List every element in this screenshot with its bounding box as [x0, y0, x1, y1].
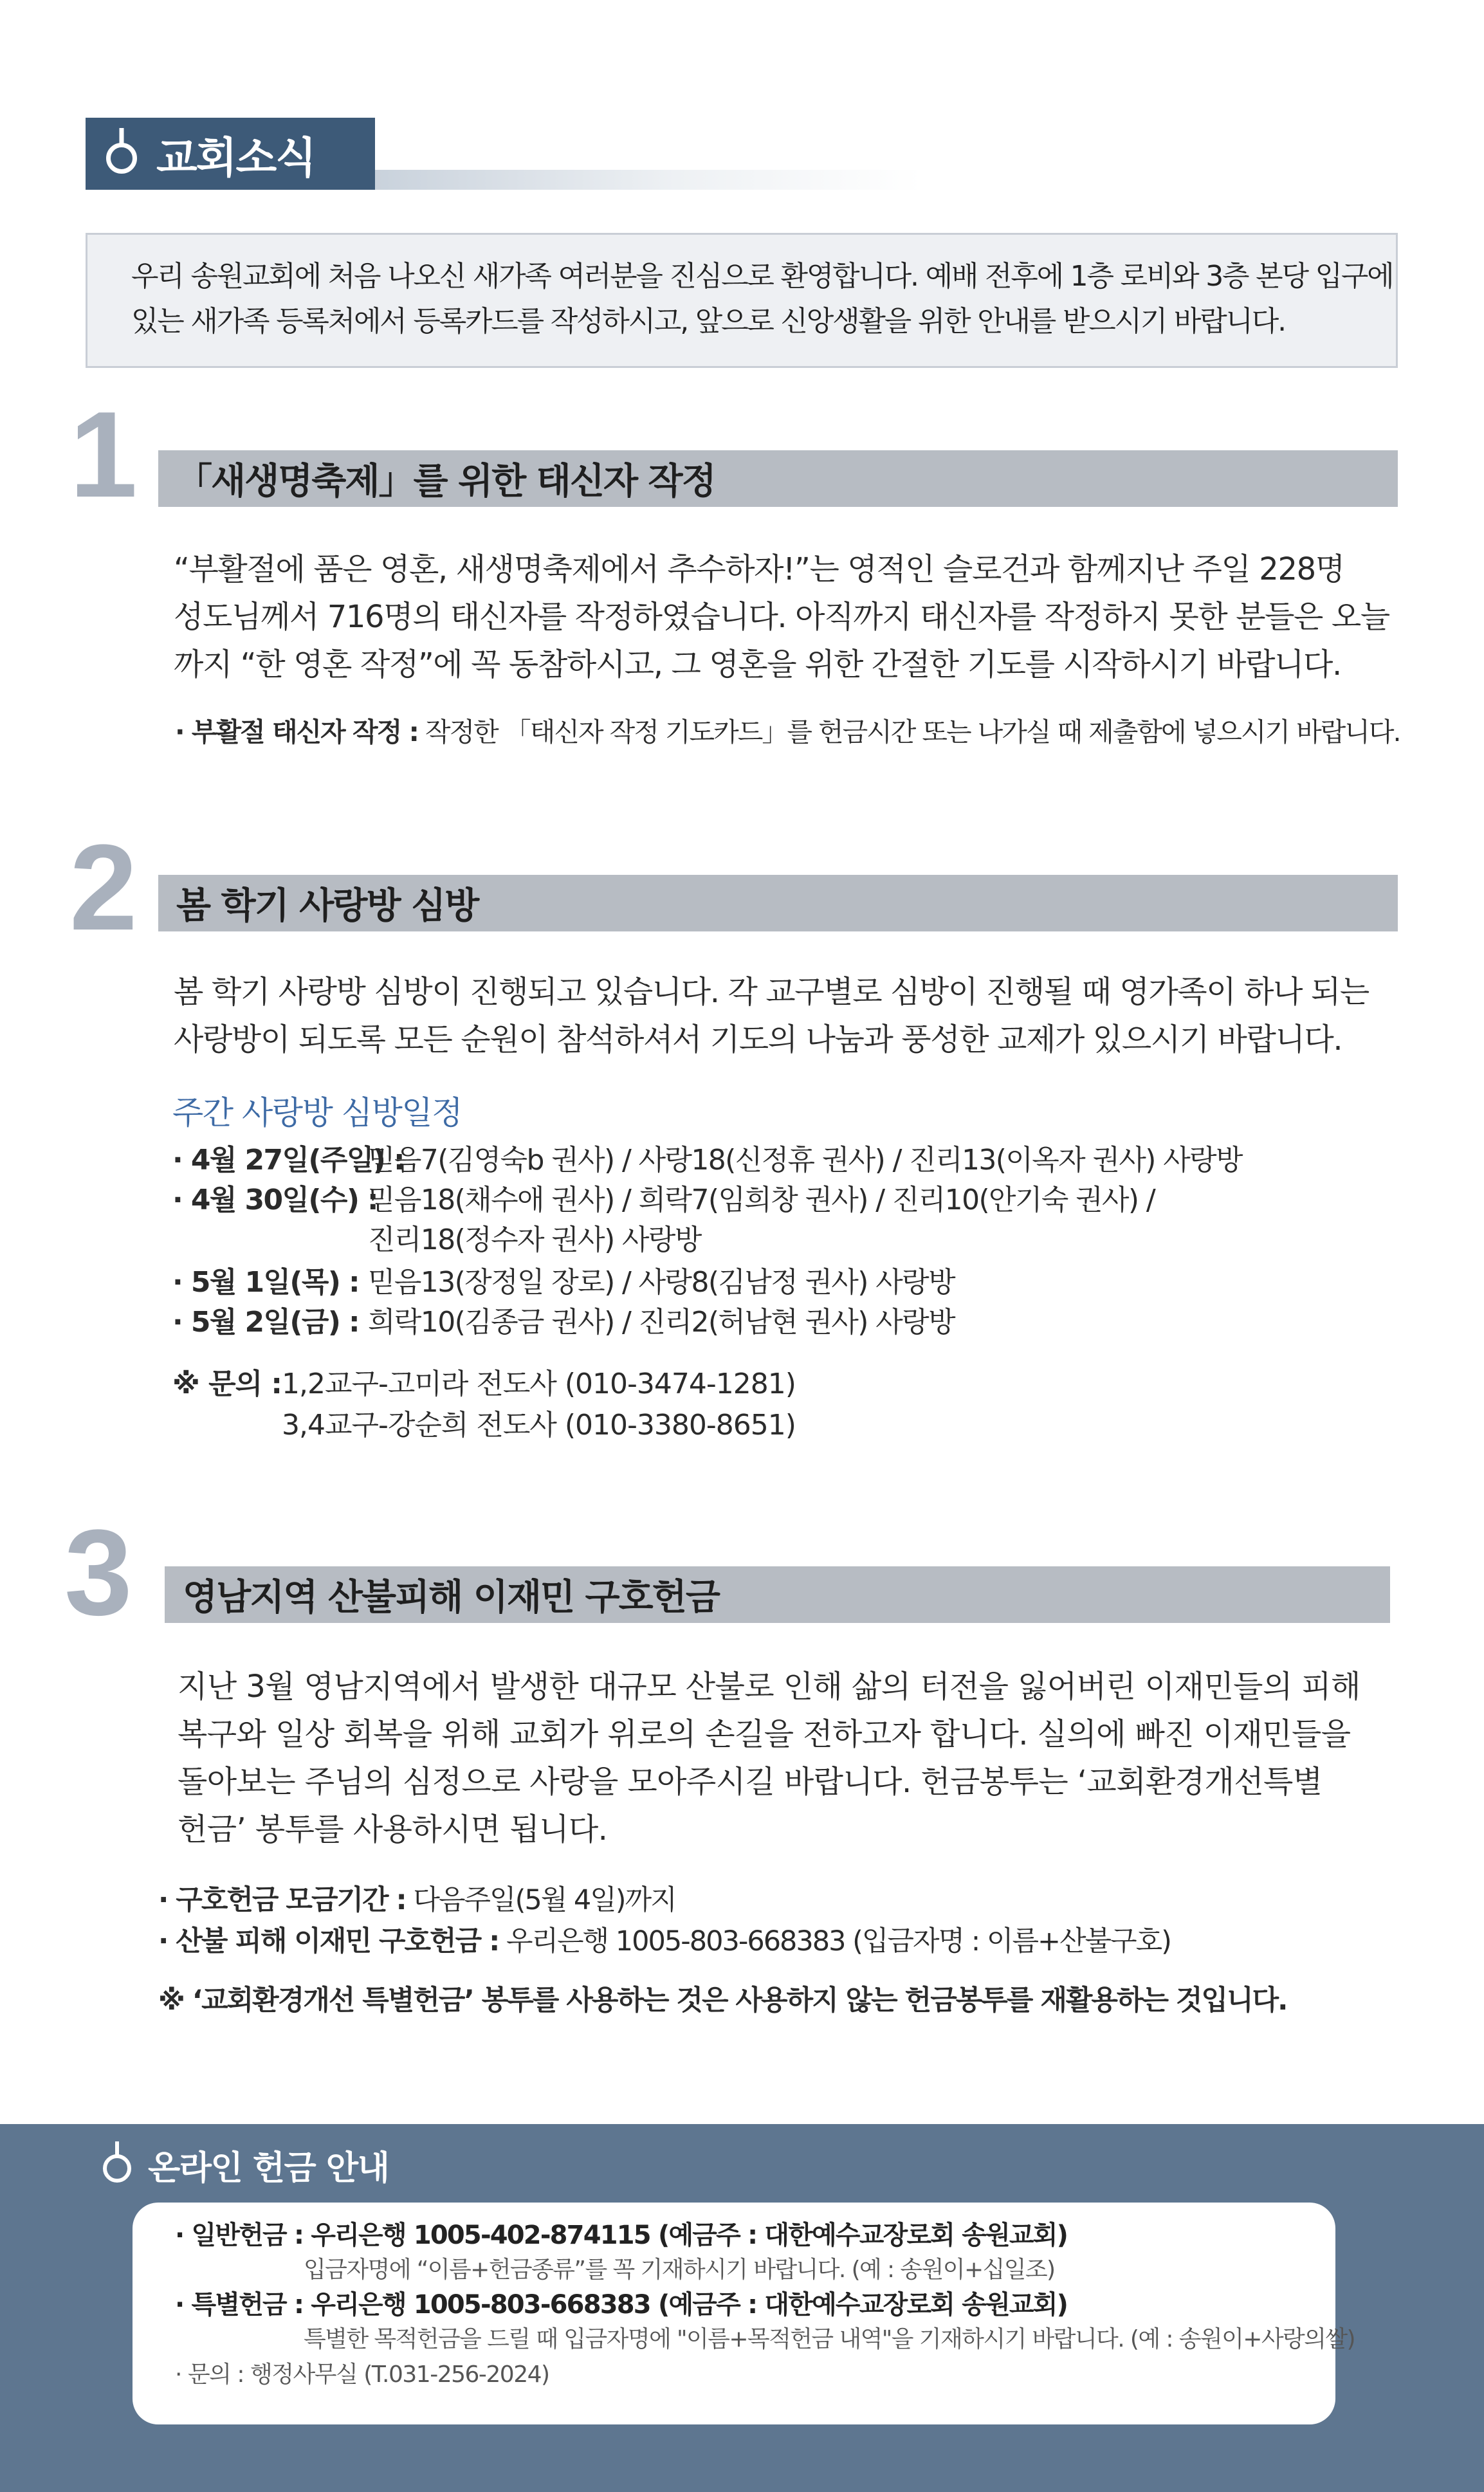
- schedule-text: 희락10(김종금 권사) / 진리2(허남현 권사) 사랑방: [368, 1306, 955, 1339]
- body-line: 봄 학기 사랑방 심방이 진행되고 있습니다. 각 교구별로 심방이 진행될 때 영가족이 하나 되는: [174, 974, 1369, 1010]
- section-footnote: ※ ‘교회환경개선 특별헌금’ 봉투를 사용하는 것은 사용하지 않는 헌금봉투를 재활용하는 것입니다.: [158, 1984, 1287, 2017]
- section-number: 2: [69, 820, 138, 956]
- section-body: [178, 1663, 1360, 1853]
- ring-icon: [103, 2154, 131, 2183]
- footer-header: [103, 2141, 389, 2189]
- contact-info: · 문의 : 행정사무실 (T.031-256-2024): [175, 2361, 549, 2388]
- schedule-row: [172, 1303, 955, 1342]
- section-body: [174, 968, 1369, 1063]
- body-line: 사랑방이 되도록 모든 순원이 참석하셔서 기도의 나눔과 풍성한 교제가 있으시기 바랍니다.: [174, 1022, 1342, 1058]
- schedule-text: 믿음13(장정일 장로) / 사랑8(김남정 권사) 사랑방: [368, 1266, 955, 1299]
- welcome-box: [86, 233, 1398, 368]
- welcome-line: 우리 송원교회에 처음 나오신 새가족 여러분을 진심으로 환영합니다. 예배 전후에 1층 로비와 3층 본당 입구에: [131, 260, 1393, 293]
- body-line: 복구와 일상 회복을 위해 교회가 위로의 손길을 전하고자 합니다. 실의에 빠진 이재민들을: [178, 1716, 1351, 1752]
- general-offering-label: · 일반헌금 : 우리은행 1005-402-874115 (예금주 : 대한예수교장로회 송원교회): [175, 2221, 1068, 2250]
- inquiry-label: ※ 문의 :: [172, 1368, 282, 1400]
- section-item: [158, 1881, 676, 1919]
- schedule-date: · 4월 27일(주일) :: [172, 1144, 404, 1177]
- section-title-bar: [165, 1566, 1390, 1623]
- section-note: [175, 713, 1400, 751]
- inquiry: [172, 1364, 796, 1446]
- inquiry-contact: 1,2교구-고미라 전도사 (010-3474-1281): [282, 1368, 796, 1400]
- online-offering-footer: [0, 2124, 1484, 2492]
- section-title-bar: [158, 450, 1398, 507]
- item-text: 우리은행 1005-803-668383 (입금자명 : 이름+산불구호): [499, 1925, 1171, 1957]
- footer-title: 온라인 헌금 안내: [148, 2149, 389, 2188]
- page-title: 교회소식: [156, 133, 316, 183]
- note-text: 작정한 「태신자 작정 기도카드」를 헌금시간 또는 나가실 때 제출함에 넣으시기 바랍니다.: [417, 717, 1400, 747]
- schedule-title: 주간 사랑방 심방일정: [172, 1094, 462, 1131]
- body-line: 지난 3월 영남지역에서 발생한 대규모 산불로 인해 삶의 터전을 잃어버린 이재민들의 피해: [178, 1669, 1360, 1705]
- general-offering-note: 입금자명에 “이름+헌금종류”를 꼭 기재하시기 바랍니다. (예 : 송원이+십일조): [304, 2257, 1055, 2283]
- body-line: 돌아보는 주님의 심정으로 사랑을 모아주시길 바랍니다. 헌금봉투는 ‘교회환경개선특별: [178, 1764, 1323, 1800]
- body-line: 성도님께서 716명의 태신자를 작정하였습니다. 아직까지 태신자를 작정하지 못한 분들은 오늘: [174, 599, 1389, 635]
- item-text: 다음주일(5월 4일)까지: [405, 1884, 676, 1916]
- schedule-date: · 5월 2일(금) :: [172, 1306, 360, 1339]
- ring-icon: [106, 143, 137, 174]
- section-item: [158, 1922, 1171, 1961]
- section-title-bar: [158, 875, 1398, 931]
- schedule-row: [172, 1141, 1242, 1180]
- schedule-date: · 5월 1일(목) :: [172, 1266, 360, 1299]
- special-offering-label: · 특별헌금 : 우리은행 1005-803-668383 (예금주 : 대한예수교장로회 송원교회): [175, 2290, 1068, 2320]
- welcome-line: 있는 새가족 등록처에서 등록카드를 작성하시고, 앞으로 신앙생활을 위한 안내를 받으시기 바랍니다.: [131, 305, 1285, 338]
- section-header: [86, 118, 375, 190]
- footer-card: [133, 2203, 1355, 2424]
- special-offering-note: 특별한 목적헌금을 드릴 때 입금자명에 "이름+목적헌금 내역"을 기재하시기 바랍니다. (예 : 송원이+사랑의쌀): [304, 2326, 1355, 2352]
- schedule-text: 믿음7(김영숙b 권사) / 사랑18(신정휴 권사) / 진리13(이옥자 권사) 사랑방: [368, 1144, 1242, 1177]
- section-title: 영남지역 산불피해 이재민 구호헌금: [183, 1577, 719, 1618]
- section-number: 1: [69, 387, 138, 523]
- schedule-row: [172, 1263, 955, 1303]
- special-offering: [175, 2287, 1335, 2322]
- header-decoration: [375, 170, 922, 190]
- section-body: [174, 545, 1389, 688]
- schedule-text: 진리18(정수자 권사) 사랑방: [368, 1223, 701, 1256]
- section-title: 봄 학기 사랑방 심방: [176, 885, 479, 927]
- body-line: “부활절에 품은 영혼, 새생명축제에서 추수하자!”는 영적인 슬로건과 함께지난 주일 228명: [174, 551, 1344, 587]
- item-label: · 산불 피해 이재민 구호헌금 :: [158, 1925, 499, 1957]
- inquiry-contact: 3,4교구-강순희 전도사 (010-3380-8651): [282, 1409, 796, 1442]
- schedule-text: 믿음18(채수애 권사) / 희락7(임희창 권사) / 진리10(안기숙 권사) /: [368, 1184, 1155, 1216]
- section-number: 3: [64, 1505, 133, 1641]
- body-line: 까지 “한 영혼 작정”에 꼭 동참하시고, 그 영혼을 위한 간절한 기도를 시작하시기 바랍니다.: [174, 646, 1341, 683]
- item-label: · 구호헌금 모금기간 :: [158, 1884, 406, 1916]
- schedule-row: [172, 1220, 701, 1260]
- note-label: · 부활절 태신자 작정 :: [175, 717, 418, 747]
- schedule-row: [172, 1180, 1155, 1220]
- body-line: 헌금’ 봉투를 사용하시면 됩니다.: [178, 1811, 608, 1847]
- schedule-date: · 4월 30일(수) :: [172, 1184, 378, 1216]
- section-title: 「새생명축제」를 위한 태신자 작정: [176, 461, 715, 502]
- general-offering: [175, 2218, 1335, 2253]
